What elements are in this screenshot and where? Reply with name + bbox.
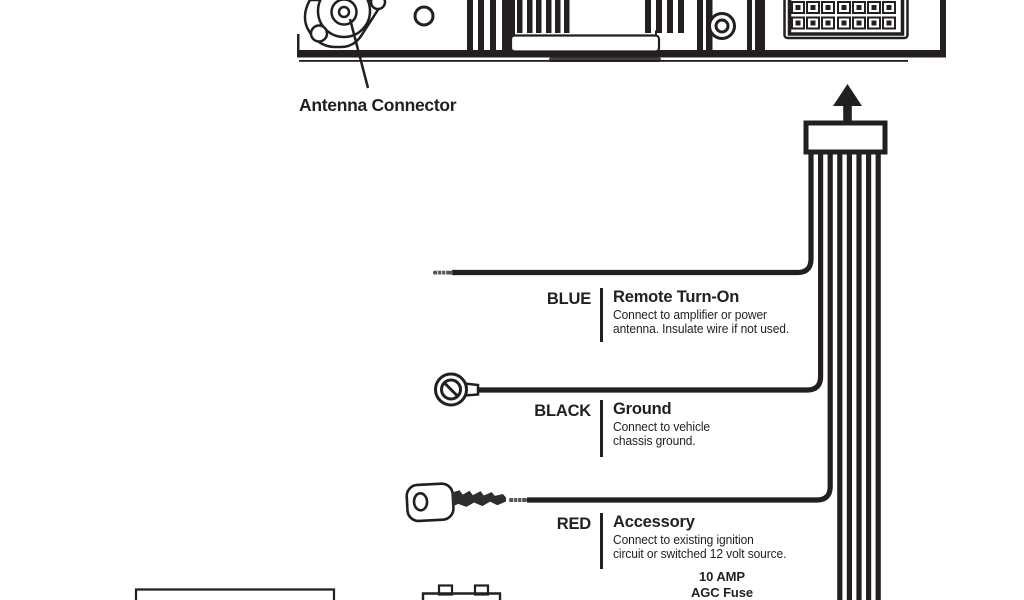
harness-socket	[785, 0, 908, 38]
wire-title-accessory: Accessory	[613, 512, 695, 531]
chassis-right-edge	[940, 0, 946, 54]
label-divider	[600, 288, 603, 342]
fuse-label	[660, 569, 784, 600]
antenna-connector-label: Antenna Connector	[299, 95, 457, 115]
label-divider	[600, 513, 603, 569]
harness-plug	[806, 123, 885, 152]
screw-hole-icon	[371, 0, 385, 9]
wire-desc-remote-turn-on: Connect to amplifier or power antenna. Insulate wire if not used.	[613, 308, 790, 336]
wire-color-label-red: RED	[556, 514, 591, 533]
up-arrow-icon	[833, 84, 862, 123]
panel-hole-icon	[415, 7, 433, 25]
stripped-wire-end	[433, 271, 453, 275]
wire-color-label-black: BLACK	[534, 401, 591, 420]
wire-color-label-blue: BLUE	[546, 289, 591, 308]
wire-title-ground: Ground	[613, 399, 672, 418]
fuse-label-line2: AGC Fuse	[690, 584, 754, 600]
chassis-left-edge	[297, 34, 300, 51]
stripped-wire-end	[509, 498, 527, 502]
antenna-connector-icon	[305, 0, 385, 47]
fuse-label-line1: 10 AMP	[699, 569, 745, 584]
blue-wire	[452, 152, 811, 273]
head-unit-rear-panel	[297, 0, 946, 62]
wire-title-remote-turn-on: Remote Turn-On	[613, 287, 740, 306]
label-divider	[600, 400, 603, 457]
wire-desc-ground: Connect to vehicle chassis ground.	[613, 420, 711, 448]
wire-desc-accessory: Connect to existing ignition circuit or switched 12 volt source.	[613, 533, 787, 561]
component-outline	[136, 590, 334, 600]
serial-smudge	[549, 58, 661, 63]
screw-hole-icon	[311, 26, 327, 42]
battery-icon	[423, 586, 500, 600]
rear-panel-plate	[511, 31, 659, 52]
rear-port-icon	[710, 14, 735, 39]
